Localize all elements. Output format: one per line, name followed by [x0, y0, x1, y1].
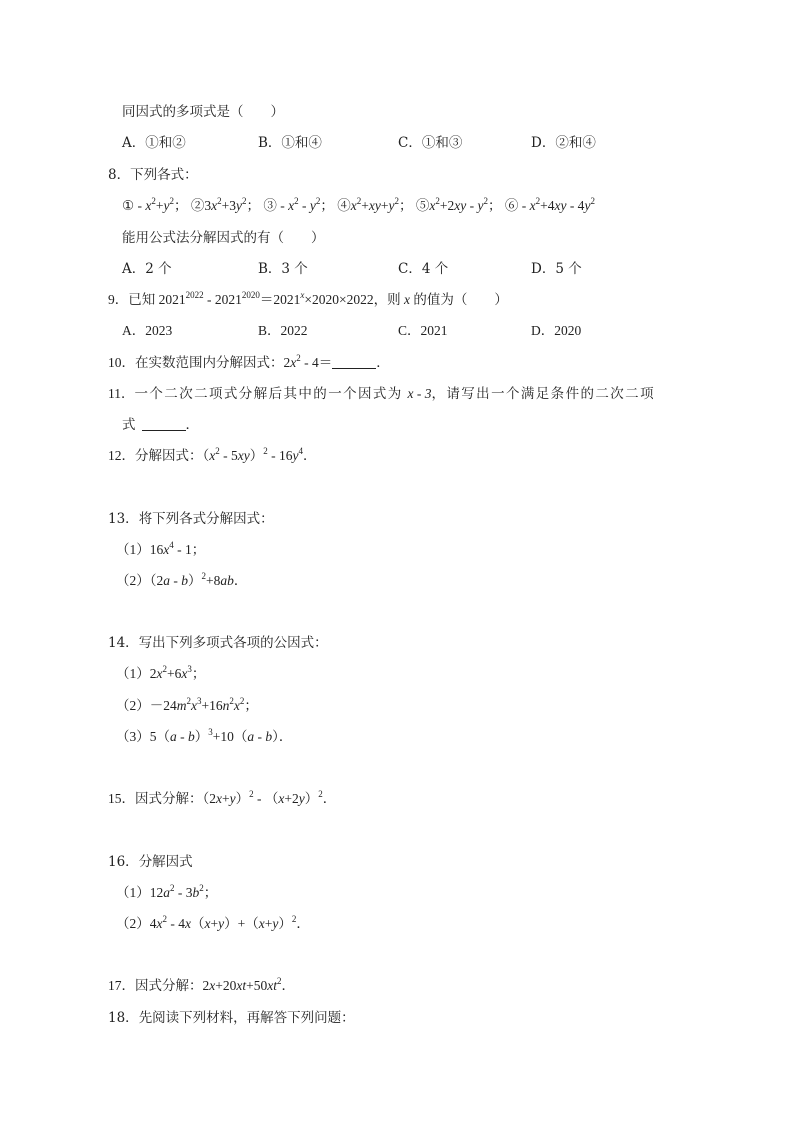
q14-p3-minus2: - — [254, 729, 266, 744]
q10-text: 在实数范围内分解因式：2 — [135, 355, 291, 370]
q14-part-3 — [116, 728, 292, 746]
q16-p2-plus2: + — [264, 916, 273, 931]
q8-option-a[interactable]: A．2 个 — [122, 261, 172, 277]
q7-option-b[interactable]: B．①和④ — [258, 135, 322, 151]
q8-circle-5: ⑤ — [415, 198, 430, 213]
q9-text-3: ＝2021 — [259, 292, 301, 307]
q9-var: x — [403, 292, 410, 307]
q16-p2-a: （2）4 — [116, 916, 157, 931]
q12-x: x — [209, 448, 216, 463]
q17-text: 因式分解：2 — [135, 978, 210, 993]
q11-end: ． — [185, 417, 199, 433]
q16-p2-y2: y — [272, 916, 279, 931]
q18-text: 先阅读下列材料，再解答下列问题： — [138, 1010, 355, 1026]
q14-p3-end: ）． — [272, 729, 293, 744]
q9-option-a[interactable]: A．2023 — [122, 323, 173, 338]
q10-number: 10． — [108, 355, 135, 370]
q12-y: y — [292, 448, 299, 463]
q14-p3-var-b2: b — [265, 729, 273, 744]
q11-expr: x - 3 — [407, 386, 432, 401]
q16-p2-exp: 2 — [162, 914, 167, 924]
q14-p3-close: ） — [194, 729, 209, 744]
q8-option-c[interactable]: C．4 个 — [398, 261, 449, 277]
q12-exp-2: 2 — [263, 446, 268, 456]
q15-minus: - （ — [253, 791, 279, 806]
q14-p3-var-b: b — [188, 729, 195, 744]
q15-stem — [108, 790, 336, 808]
q12-mid: - 5 — [219, 448, 238, 463]
q14-p2-plus: +16 — [201, 698, 223, 713]
q11-text: 一个二次二项式分解后其中的一个因式为 — [134, 386, 408, 401]
q16-p1-minus: - 3 — [174, 885, 193, 900]
q13-p1-a: （1）16 — [116, 542, 164, 557]
q9-number: 9． — [108, 292, 129, 307]
q15-end: ． — [322, 791, 337, 806]
q14-p1-end: ； — [191, 666, 206, 681]
q10-var: x — [290, 355, 297, 370]
q11-line2-text: 式 — [122, 417, 136, 433]
q8-option-b[interactable]: B．3 个 — [258, 261, 308, 277]
q14-p1-plus: +6 — [167, 666, 182, 681]
q17-plus2: +50 — [246, 978, 268, 993]
q10-stem — [108, 354, 390, 372]
q7-option-c[interactable]: C．①和③ — [398, 135, 463, 151]
q16-text: 分解因式 — [138, 854, 193, 870]
q8-circle-6: ⑥ — [504, 198, 519, 213]
q16-p1-a: （1）12 — [116, 885, 164, 900]
q14-p2-a: （2）－24 — [116, 698, 177, 713]
q13-p1-x: x — [163, 542, 170, 557]
q15-y2: y — [298, 791, 305, 806]
q14-p2-exp4: 2 — [239, 696, 245, 706]
q15-close2: ） — [304, 791, 319, 806]
q8-text: 下列各式： — [130, 167, 198, 183]
q9-option-b[interactable]: B．2022 — [258, 323, 308, 338]
q14-p2-n: n — [222, 698, 230, 713]
q9-stem — [108, 291, 508, 309]
q16-p2-x3: x — [204, 916, 211, 931]
q13-p2-ab: ab — [220, 573, 234, 588]
q9-text-2: - 2021 — [203, 292, 242, 307]
q16-number: 16． — [108, 854, 139, 870]
q16-p2-x: x — [156, 916, 163, 931]
q13-p2-var-b: b — [181, 573, 188, 588]
q14-p1-x: x — [156, 666, 163, 681]
q13-p1-exp: 4 — [169, 540, 174, 550]
q16-p2-end: ． — [296, 916, 310, 931]
q10-rest: - 4＝ — [300, 355, 333, 370]
q11-stem — [108, 385, 655, 403]
q11-rest: ，请写出一个满足条件的二次二项 — [431, 386, 655, 401]
q9-text-5: 的值为（ ） — [409, 292, 508, 307]
q14-p2-m: m — [176, 698, 187, 713]
q11-line2 — [122, 416, 199, 434]
q14-text: 写出下列多项式各项的公因式： — [138, 635, 328, 651]
q13-p2-minus: - — [170, 573, 182, 588]
q9-option-c[interactable]: C．2021 — [398, 323, 448, 338]
q16-p2-y: y — [218, 916, 225, 931]
q16-p1-var-a: a — [163, 885, 170, 900]
q16-p1-end: ； — [203, 885, 218, 900]
q15-text: 因式分解：（2 — [135, 791, 216, 806]
q14-p2-x: x — [191, 698, 197, 713]
q13-part-2 — [116, 572, 247, 590]
q12-text: 分解因式：（ — [135, 448, 210, 463]
q12-number: 12． — [108, 448, 135, 463]
q16-p2-x4: x — [258, 916, 265, 931]
q7-option-d[interactable]: D．②和④ — [531, 135, 596, 151]
q8-circle-2: ② — [190, 198, 205, 213]
q15-exp: 2 — [249, 789, 254, 799]
q14-p2-end: ； — [244, 698, 258, 713]
q14-p3-var-a2: a — [247, 729, 255, 744]
q12-stem — [108, 447, 316, 465]
q16-p2-plus: + — [210, 916, 219, 931]
q16-p2-close: ） — [278, 916, 292, 931]
q14-number: 14． — [108, 635, 139, 651]
q13-p2-end: ． — [233, 573, 248, 588]
q17-x: x — [209, 978, 216, 993]
q13-p2-var-a: a — [163, 573, 170, 588]
q7-stem-tail: 同因式的多项式是（ ） — [122, 104, 284, 120]
q10-answer-blank[interactable] — [332, 356, 376, 369]
q11-number: 11． — [108, 386, 135, 401]
q17-xt: xt — [236, 978, 247, 993]
q12-xy: xy — [237, 448, 250, 463]
q12-end: ． — [302, 448, 317, 463]
q7-option-a[interactable]: A．①和② — [122, 135, 186, 151]
q16-p2-open: （ — [191, 916, 205, 931]
q16-p1-var-b: b — [192, 885, 200, 900]
q14-p1-a: （1）2 — [116, 666, 157, 681]
q15-plus: + — [222, 791, 230, 806]
q15-plus2: +2 — [284, 791, 299, 806]
q17-exp: 2 — [277, 976, 282, 986]
q13-p2-plus: +8 — [206, 573, 221, 588]
q9-text-4: ×2020×2022，则 — [304, 292, 404, 307]
q15-exp2: 2 — [318, 789, 323, 799]
q12-exp-1: 2 — [215, 446, 220, 456]
q14-p2-x2: x — [233, 698, 240, 713]
q8-circle-3: ③ — [263, 198, 277, 213]
q17-end: ． — [281, 978, 295, 993]
q16-stem — [108, 853, 193, 871]
q14-p1-exp: 2 — [162, 664, 167, 674]
q13-p2-a: （2）（2 — [116, 573, 164, 588]
q8-circle-4: ④ — [337, 198, 351, 213]
q14-p3-minus: - — [176, 729, 188, 744]
q9-text-1: 已知 2021 — [128, 292, 186, 307]
q14-part-1 — [116, 665, 205, 683]
q14-p3-a: （3）5（ — [116, 729, 170, 744]
q14-p3-var-a: a — [170, 729, 177, 744]
q12-minus: - 16 — [267, 448, 293, 463]
q16-part-1 — [116, 884, 217, 902]
q18-number: 18． — [108, 1010, 139, 1026]
q15-number: 15． — [108, 791, 135, 806]
q17-plus: +20 — [215, 978, 237, 993]
q16-p2-x2: x — [185, 916, 191, 931]
q15-close: ） — [235, 791, 250, 806]
q14-p2-exp1: 2 — [186, 696, 191, 706]
q14-p1-x2: x — [181, 666, 188, 681]
q8-stem — [108, 166, 198, 184]
q8-expressions: ① - $x^2+y^2$； $②3x^2+3y^2$； ③ - $x^2 - y^2$； $④x^2+xy+y^2$； $⑤x^2+2xy - y^2$； ⑥ - $x^2+4xy - 4y^2$ — [122, 196, 595, 213]
q9-exp-2: 2020 — [241, 290, 260, 300]
q14-p1-exp2: 3 — [187, 664, 192, 674]
q16-p1-exp2: 2 — [199, 883, 204, 893]
q17-xt2: xt — [267, 978, 277, 993]
q16-p2-minus: - 4 — [167, 916, 185, 931]
q15-y: y — [229, 791, 236, 806]
q8-circle-1: ① — [122, 198, 135, 213]
q13-p2-close: ） — [188, 573, 202, 588]
q14-p3-plus: +10（ — [212, 729, 248, 744]
q8-ask: 能用公式法分解因式的有（ ） — [122, 230, 325, 246]
q14-part-2 — [116, 697, 258, 715]
q9-exp-x: x — [300, 290, 305, 300]
q13-part-1 — [116, 541, 205, 559]
q17-number: 17． — [108, 978, 135, 993]
q11-answer-blank[interactable] — [142, 418, 186, 431]
q13-stem — [108, 510, 274, 528]
q12-exp-3: 4 — [298, 446, 303, 456]
q14-p3-exp: 3 — [208, 727, 213, 737]
q15-x: x — [216, 791, 222, 806]
q8-number: 8． — [108, 167, 131, 183]
q13-number: 13． — [108, 511, 139, 527]
q15-x2: x — [278, 791, 285, 806]
q14-p2-exp2: 3 — [197, 696, 202, 706]
q9-exp-1: 2022 — [185, 290, 204, 300]
q13-text: 将下列各式分解因式： — [138, 511, 274, 527]
q12-close: ） — [249, 448, 264, 463]
q13-p1-rest: - 1； — [173, 542, 206, 557]
q17-stem — [108, 977, 295, 995]
q8-option-d[interactable]: D．5 个 — [531, 261, 582, 277]
q18-stem — [108, 1009, 355, 1027]
q16-part-2 — [116, 915, 310, 933]
q16-p2-mid: ）+（ — [224, 916, 259, 931]
q16-p2-exp2: 2 — [291, 914, 297, 924]
q10-exp: 2 — [296, 353, 301, 363]
q16-p1-exp: 2 — [170, 883, 175, 893]
q10-end: ． — [376, 355, 390, 370]
q13-p2-exp: 2 — [201, 571, 206, 581]
q14-p2-exp3: 2 — [229, 696, 234, 706]
q14-stem — [108, 634, 328, 652]
q9-option-d[interactable]: D．2020 — [531, 323, 582, 338]
